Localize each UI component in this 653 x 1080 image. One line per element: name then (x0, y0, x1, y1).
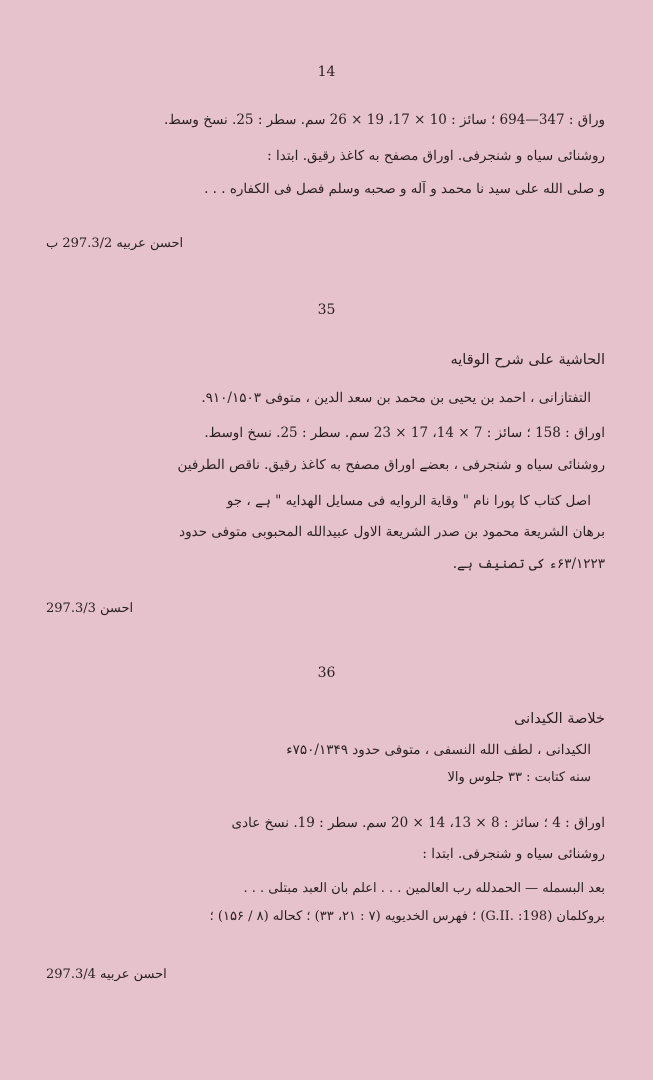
entry-line: وراق : 347—694 ؛ سائز : 10 × 17، 19 × 26 سم. سطر : 25. نسخ وسط. (164, 112, 605, 128)
entry-line: و صلی الله علی سید نا محمد و آله و صحبه وسلم فصل فی الکفاره . . . (204, 181, 605, 197)
shelf-reference: احسن عربیه 297.3/4 (46, 967, 167, 982)
shelf-reference: احسن عربیه 297.3/2 ب (46, 236, 184, 251)
shelf-reference: احسن 297.3/3 (46, 601, 134, 616)
entry-line: اوراق : 158 ؛ سائز : 7 × 14، 17 × 23 سم. سطر : 25. نسخ اوسط. (204, 425, 605, 441)
entry-line: الکیدانی ، لطف الله النسفی ، متوفی حدود ۷۵۰/۱۳۴۹ء (286, 742, 591, 758)
entry-line: ۶۳/۱۲۲۳ء کی تصنیف ہے. (452, 556, 605, 572)
entry-line: روشنائی سیاه و شنجرفی. ابتدا : (422, 846, 605, 862)
entry-line: اوراق : 4 ؛ سائز : 8 × 13، 14 × 20 سم. سطر : 19. نسخ عادی (231, 815, 605, 831)
entry-number: 35 (317, 302, 336, 318)
entry-number: 14 (317, 64, 336, 80)
entry-line: بعد البسمله — الحمدلله رب العالمین . . . اعلم بأن العبد مبتلی . . . (243, 881, 605, 896)
entry-line: سنه کتابت : ۳۳ جلوس والا (447, 770, 591, 785)
entry-line: التفتازانی ، احمد بن یحیی بن محمد بن سعد الدین ، متوفی ۹۱۰/۱۵۰۳. (201, 390, 591, 406)
entry-line: روشنائی سیاه و شنجرفی. اوراق مصفح به کاغذ رقیق. ابتدا : (267, 148, 605, 164)
entry-number: 36 (317, 665, 336, 681)
entry-line: اصل کتاب کا پورا نام " وقایة الروایه فی مسایل الهدایه " ہے ، جو (226, 493, 591, 509)
entry-line: بروکلمان (G.II. :198) ؛ فهرس الخدیویه (۷ : ۲۱، ۳۳) ؛ کحاله (۸ / ۱۵۶) ؛ (209, 909, 605, 924)
entry-title: الحاشیة علی شرح الوقایه (450, 352, 605, 368)
entry-line: روشنائی سیاه و شنجرفی ، بعضے اوراق مصفح به کاغذ رقیق. ناقص الطرفین (177, 457, 605, 473)
entry-line: برهان الشریعة محمود بن صدر الشریعة الاول عبیدالله المحبوبی متوفی حدود (179, 524, 605, 540)
entry-title: خلاصة الکیدانی (514, 711, 605, 727)
